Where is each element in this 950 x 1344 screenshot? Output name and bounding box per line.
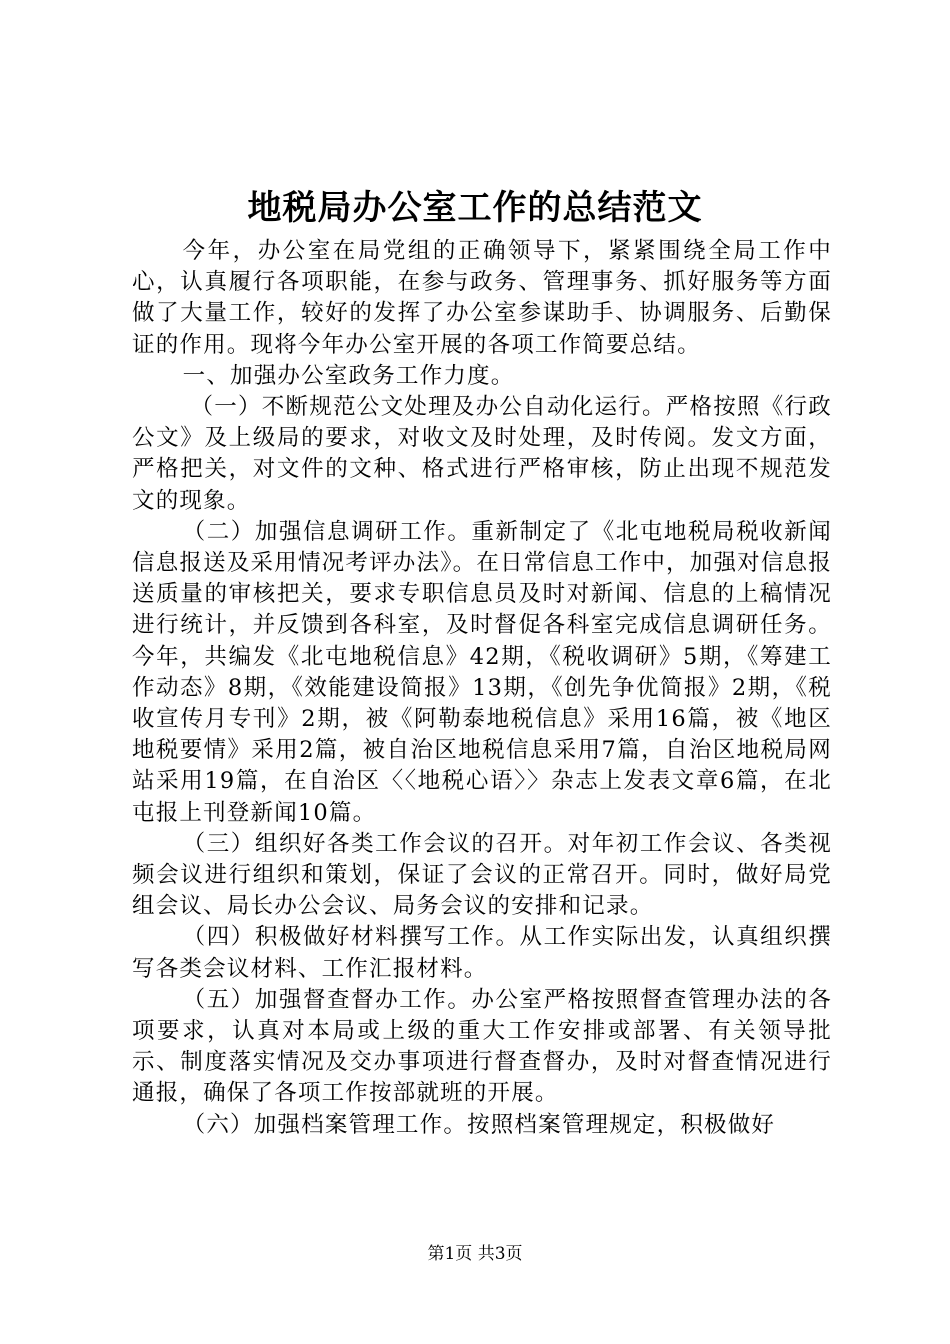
document-body (132, 236, 832, 1141)
paragraph-item-1: （一）不断规范公文处理及办公自动化运行。严格按照《行政公文》及上级局的要求，对收文及时处理，及时传阅。发文方面，严格把关，对文件的文种、格式进行严格审核，防止出现不规范发文的现象。 (132, 394, 832, 514)
paragraph-item-5: （五）加强督查督办工作。办公室严格按照督查管理办法的各项要求，认真对本局或上级的重大工作安排或部署、有关领导批示、制度落实情况及交办事项进行督查督办，及时对督查情况进行通报，确保了各项工作按部就班的开展。 (132, 986, 832, 1107)
paragraph-intro: 今年，办公室在局党组的正确领导下，紧紧围绕全局工作中心，认真履行各项职能，在参与政务、管理事务、抓好服务等方面做了大量工作，较好的发挥了办公室参谋助手、协调服务、后勤保证的作用。现将今年办公室开展的各项工作简要总结。 (132, 238, 832, 358)
paragraph-item-4: （四）积极做好材料撰写工作。从工作实际出发，认真组织撰写各类会议材料、工作汇报材料。 (132, 924, 832, 982)
paragraph-item-3: （三）组织好各类工作会议的召开。对年初工作会议、各类视频会议进行组织和策划，保证了会议的正常召开。同时，做好局党组会议、局长办公会议、局务会议的安排和记录。 (132, 830, 832, 920)
document-title: 地税局办公室工作的总结范文 (247, 188, 703, 228)
paragraph-item-2: （二）加强信息调研工作。重新制定了《北屯地税局税收新闻信息报送及采用情况考评办法》。在日常信息工作中，加强对信息报送质量的审核把关，要求专职信息员及时对新闻、信息的上稿情况进行统计，并反馈到各科室，及时督促各科室完成信息调研任务。今年，共编发《北屯地税信息》42期，《税收调研》5期，《筹建工作动态》8期，《效能建设简报》13期，《创先争优简报》2期，《税收宣传月专刊》2期，被《阿勒泰地税信息》采用16篇，被《地区地税要情》采用2篇，被自治区地税信息采用7篇，自治区地税局网站采用19篇，在自治区〈〈地税心语〉〉杂志上发表文章6篇，在北屯报上刊登新闻10篇。 (132, 518, 832, 826)
page-footer: 第1页 共3页 (427, 1244, 523, 1264)
paragraph-item-6: （六）加强档案管理工作。按照档案管理规定，积极做好 (182, 1111, 776, 1138)
section-heading-1: 一、加强办公室政务工作力度。 (182, 362, 515, 389)
